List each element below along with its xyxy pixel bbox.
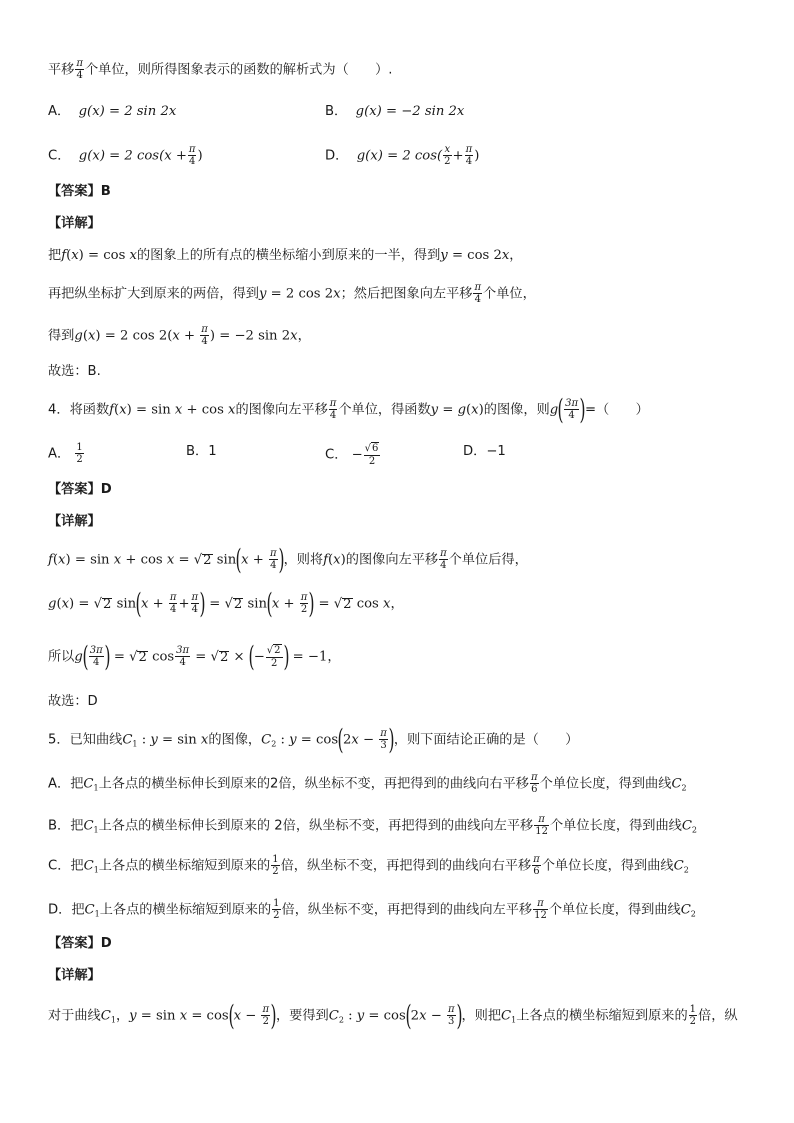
q4-answer: 【答案】D bbox=[48, 482, 112, 497]
q5-detail-heading: 【详解】 bbox=[48, 968, 101, 983]
q5-detail-line-1: 对于曲线$C_1$，y = sin x = cos(x − $\frac{\pi}{2}$ )，要得到$C_2$ : y = cos(2x − $\frac{\pi}{3}$ )，则把$C_1$上各点的横坐标缩短到原来的 $\frac{1}{2}$ 倍，纵 bbox=[48, 998, 738, 1032]
q3-answer: 【答案】B bbox=[48, 184, 111, 199]
q4-option-c: C． − $\frac{√6}{2}$ bbox=[325, 443, 379, 467]
frac-pi-4: $\frac{\pi}{4}$ bbox=[76, 58, 83, 81]
q3-detail-heading: 【详解】 bbox=[48, 216, 101, 231]
q4-stem: 4．将函数f(x) = sin x + cos x的图像向左平移 $\frac{\pi}{4}$ 个单位，得函数y = g(x)的图像，则g( $\frac{3\pi}{4}$ )=（ ） bbox=[48, 392, 649, 426]
q3-option-c: C． g(x) = 2 cos(x + $\frac{\pi}{4}$ ) bbox=[48, 144, 203, 167]
q4-detail-line-2: g(x) = √2 sin(x + $\frac{\pi}{4}$ + $\frac{\pi}{4}$ ) = √2 sin(x + $\frac{\pi}{2}$ ) = √2 cos x， bbox=[48, 586, 404, 620]
q3-stem: 平移 $\frac{\pi}{4}$ 个单位，则所得图象表示的函数的解析式为（ ）. bbox=[48, 58, 393, 81]
q3-select: 故选：B. bbox=[48, 364, 101, 379]
q3-detail-line-2: 再把纵坐标扩大到原来的两倍，得到y = 2 cos 2x；然后把图象向左平移 $\frac{\pi}{4}$ 个单位， bbox=[48, 282, 536, 305]
q3-option-b: B． g(x) = −2 sin 2x bbox=[325, 104, 465, 119]
q5-stem: 5．已知曲线$C_1$ : y = sin x的图像，$C_2$ : y = cos(2x − $\frac{\pi}{3}$ )，则下面结论正确的是（ ） bbox=[48, 722, 579, 756]
q4-detail-line-1: f(x) = sin x + cos x = √2 sin(x + $\frac{\pi}{4}$ )，则将f(x)的图像向左平移 $\frac{\pi}{4}$ 个单位后得， bbox=[48, 542, 528, 576]
q5-answer: 【答案】D bbox=[48, 936, 112, 951]
q3-detail-line-3: 得到g(x) = 2 cos 2(x + $\frac{\pi}{4}$ ) = −2 sin 2x， bbox=[48, 324, 311, 347]
q5-option-c: C．把$C_1$上各点的横坐标缩短到原来的 $\frac{1}{2}$ 倍，纵坐标不变，再把得到的曲线向右平移 $\frac{\pi}{6}$ 个单位长度，得到曲线$C_2$ bbox=[48, 854, 689, 877]
q3-option-d: D． g(x) = 2 cos( $\frac{x}{2}$ + $\frac{\pi}{4}$ ) bbox=[325, 144, 480, 167]
q5-option-a: A．把$C_1$上各点的横坐标伸长到原来的2倍，纵坐标不变，再把得到的曲线向右平移 $\frac{\pi}{6}$ 个单位长度，得到曲线$C_2$ bbox=[48, 772, 687, 795]
q4-detail-heading: 【详解】 bbox=[48, 514, 101, 529]
q4-select: 故选：D bbox=[48, 694, 98, 709]
q4-option-a: A． $\frac{1}{2}$ bbox=[48, 442, 83, 465]
q5-option-b: B．把$C_1$上各点的横坐标伸长到原来的 2倍，纵坐标不变，再把得到的曲线向左平移 $\frac{\pi}{12}$ 个单位长度，得到曲线$C_2$ bbox=[48, 814, 698, 837]
q3-option-a: A． g(x) = 2 sin 2x bbox=[48, 104, 177, 119]
q4-option-d: D．−1 bbox=[463, 444, 506, 459]
q3-detail-line-1: 把f(x) = cos x的图象上的所有点的横坐标缩小到原来的一半，得到y = cos 2x， bbox=[48, 248, 523, 263]
q4-detail-line-3: 所以g( $\frac{3\pi}{4}$ ) = √2 cos $\frac{3\pi}{4}$ = √2 × (− $\frac{√2}{2}$ ) = −1， bbox=[48, 639, 341, 673]
q4-option-b: B．1 bbox=[186, 444, 217, 459]
q5-option-d: D．把$C_1$上各点的横坐标缩短到原来的 $\frac{1}{2}$ 倍，纵坐标不变，再把得到的曲线向左平移 $\frac{\pi}{12}$ 个单位长度，得到曲线$C_2$ bbox=[48, 898, 696, 921]
